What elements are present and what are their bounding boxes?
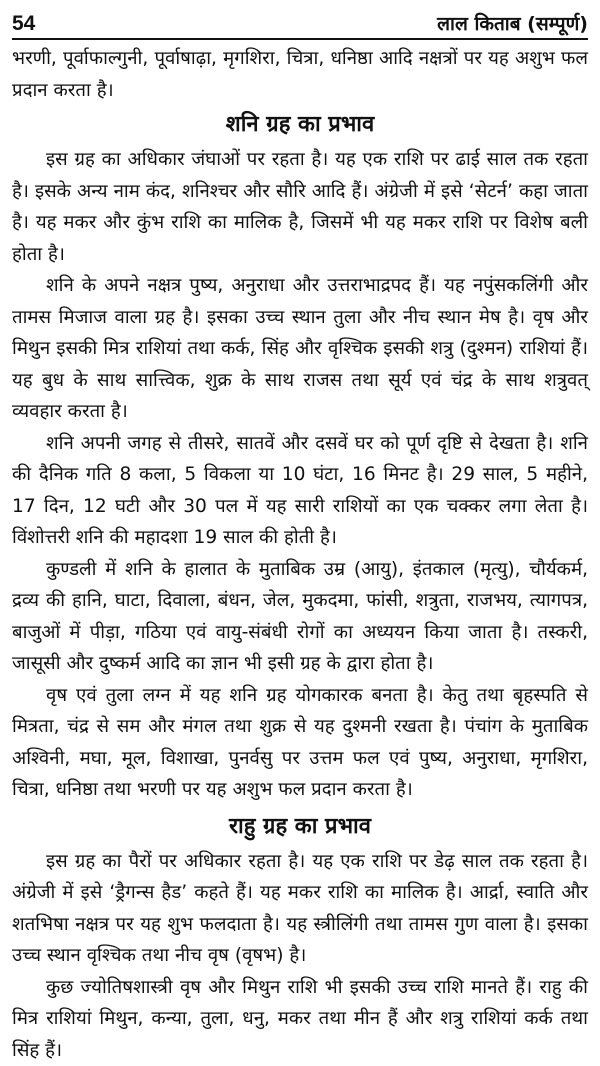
paragraph: कुण्डली में शनि के हालात के मुताबिक उम्र (आयु), इंतकाल (मृत्यु), चौर्यकर्म, द्रव्य की हानि, घाटा, दिवाला, बंधन, जेल, मुकदमा, फांसी, शत्रुता, राजभय, त्यागपत्र, बाजुओं में पीड़ा, गठिया एवं वायु-संबंधी रोगों का अध्ययन किया जाता है। तस्करी, जासूसी और दुष्कर्म आदि का ज्ञान भी इसी ग्रह के द्वारा होता है।: [12, 554, 588, 680]
paragraph: इस ग्रह का पैरों पर अधिकार रहता है। यह एक राशि पर डेढ़ साल तक रहता है। अंग्रेजी में इसे ‘ड्रैगन्स हैड’ कहते हैं। यह मकर राशि का मालिक है। आर्द्रा, स्वाति और शतभिषा नक्षत्र पर यह शुभ फलदाता है। यह स्त्रीलिंगी तथा तामस गुण वाला है। इसका उच्च स्थान वृश्चिक तथा नीच वृष (वृषभ) है।: [12, 846, 588, 972]
paragraph: इस ग्रह का अधिकार जंघाओं पर रहता है। यह एक राशि पर ढाई साल तक रहता है। इसके अन्य नाम कंद, शनिश्चर और सौरि आदि हैं। अंग्रेजी में इसे ‘सेटर्न’ कहा जाता है। यह मकर और कुंभ राशि का मालिक है, जिसमें भी यह मकर राशि पर विशेष बली होता है।: [12, 144, 588, 270]
page-number: 54: [12, 12, 35, 36]
section-heading-shani: शनि ग्रह का प्रभाव: [12, 106, 588, 144]
paragraph: शनि अपनी जगह से तीसरे, सातवें और दसवें घर को पूर्ण दृष्टि से देखता है। शनि की दैनिक गति 8 कला, 5 विकला या 10 घंटा, 16 मिनट है। 29 साल, 5 महीने, 17 दिन, 12 घटी और 30 पल में यह सारी राशियों का एक चक्कर लगा लेता है। विंशोत्तरी शनि की महादशा 19 साल की होती है।: [12, 428, 588, 554]
page-header: [12, 0, 588, 40]
section-heading-rahu: राहु ग्रह का प्रभाव: [12, 808, 588, 846]
paragraph: शनि के अपने नक्षत्र पुष्य, अनुराधा और उत्तराभाद्रपद हैं। यह नपुंसकलिंगी और तामस मिजाज वाला ग्रह है। इसका उच्च स्थान तुला और नीच स्थान मेष है। वृष और मिथुन इसकी मित्र राशियां तथा कर्क, सिंह और वृश्चिक इसकी शत्रु (दुश्मन) राशियां हैं। यह बुध के साथ सात्त्विक, शुक्र के साथ राजस तथा सूर्य एवं चंद्र के साथ शत्रुवत् व्यवहार करता है।: [12, 270, 588, 428]
running-title: लाल किताब (सम्पूर्ण): [437, 12, 588, 36]
paragraph: कुछ ज्योतिषशास्त्री वृष और मिथुन राशि भी इसकी उच्च राशि मानते हैं। राहु की मित्र राशियां मिथुन, कन्या, तुला, धनु, मकर तथा मीन हैं और शत्रु राशियां कर्क तथा सिंह हैं।: [12, 972, 588, 1066]
intro-continuation-paragraph: भरणी, पूर्वाफाल्गुनी, पूर्वाषाढ़ा, मृगशिरा, चित्रा, धनिष्ठा आदि नक्षत्रों पर यह अशुभ फल प्रदान करता है।: [12, 43, 588, 106]
paragraph: वृष एवं तुला लग्न में यह शनि ग्रह योगकारक बनता है। केतु तथा बृहस्पति से मित्रता, चंद्र से सम और मंगल तथा शुक्र से यह दुश्मनी रखता है। पंचांग के मुताबिक अश्विनी, मघा, मूल, विशाखा, पुनर्वसु पर उत्तम फल एवं पुष्य, अनुराधा, मृगशिरा, चित्रा, धनिष्ठा तथा भरणी पर यह अशुभ फल प्रदान करता है।: [12, 680, 588, 806]
page-content: [12, 40, 588, 1066]
